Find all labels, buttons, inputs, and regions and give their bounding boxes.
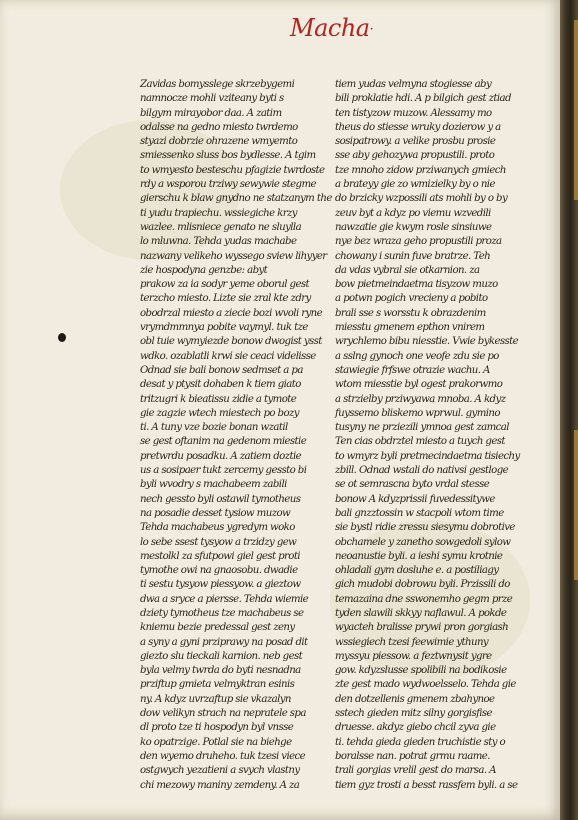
text-line: a brateyy gie zo wmizielky by o nie (335, 179, 495, 191)
text-line: a sslng gynoch one veofe zdu sie po (335, 350, 499, 362)
text-line: wazlee. mlisniece genato ne sluylla (140, 221, 302, 233)
text-line: gow. kdyzslusse spolibili na bodikosie (335, 665, 507, 677)
text-line: den dotzellenis gmenem zbahynoe (335, 693, 495, 705)
text-line: byli wvodry s machabeem zabili (140, 479, 287, 491)
text-line: zeuv byt a kdyz po viemu wzvedili (335, 207, 491, 219)
text-line: ko opatrzige. Potlal sie na biehge (140, 736, 292, 748)
text-line: styazi dobrzie ohrazene wmyemto (140, 136, 298, 148)
text-line: tusyny ne prziezili ymnoa gest zamcal (335, 422, 509, 434)
text-line: ti. tehda gieda gieden truchistie sty o (335, 736, 506, 748)
text-line: den wyemo druheho. tuk tzesi viece (140, 750, 306, 762)
text-line: wdko. ozablatli krwi sie ceaci videlisse (140, 350, 316, 362)
text-line: giezto slu tieckali karnion. neb gest (140, 650, 303, 662)
text-line: pretwrdu posadku. A zatiem doztie (140, 450, 302, 462)
text-line: prakow za ia sodyr yeme oborul gest (140, 279, 310, 291)
text-line: bow pietmeindaetma tisyzow muzo (335, 279, 498, 291)
text-line: nech gessto byli ostawil tymotheus (140, 493, 301, 505)
heading-dot: · (369, 22, 374, 37)
text-line: sie bystl ridie zressu siesymu dobrotive (335, 522, 515, 534)
edge-strip (574, 430, 578, 580)
text-line: nawzatie gie kwym rosle sinsiuwe (335, 221, 492, 233)
text-line: wrychlemo bibu niesstie. Vwie bykesste (335, 336, 519, 348)
text-line: prziftup gmieta velmyktran esinis (140, 679, 295, 691)
text-line: ostgwych yezatieni a svych vlastny (140, 765, 300, 777)
text-line: smiessenko sluss bos bydlesse. A tgim (140, 150, 316, 162)
text-line: ti sestu tysyow piessyow. a gieztow (140, 579, 301, 591)
text-line: Zavidas bomysslege skrzebygemi (140, 79, 295, 90)
binding-hole (58, 333, 66, 342)
text-line: zie hospodyna genzbe: abyt (140, 264, 268, 276)
text-line: bilgym mirayobor daa. A zatim (140, 107, 282, 119)
text-line: boralsse nan. potrat grmu raame. (335, 750, 490, 762)
text-line: terzcho miesto. Lizte sie zral kte zdry (140, 293, 311, 305)
text-line: obchamele y zanetho sowgedoli sylow (335, 536, 511, 548)
text-line: sstech gieden mitz silny gorgisfise (335, 708, 492, 720)
text-line: a potwn pogich vrecieny a pobito (335, 293, 488, 305)
text-line: namnocze mohli vziteany byti s (140, 93, 284, 105)
text-line: wtom miesstie byl ogest prakorwmo (335, 379, 503, 391)
text-line: gich mudobi dobrowu byli. Przissili do (335, 579, 510, 591)
text-line: ohladali gym dosluhe e. a postiliagy (335, 565, 499, 577)
text-line: odalsse na gedno miesto twrdemo (140, 121, 298, 133)
text-line: gierschu k blaw gnydno ne statzanym the (140, 193, 332, 205)
text-line: tymothe owi na gnaosobu. dwadie (140, 565, 298, 577)
text-line: se gest oftanim na gedenom miestie (140, 436, 307, 448)
text-line: nye bez wraza geho propustili proza (335, 236, 502, 248)
text-line: vrymdmmnya pobite vaymyl. tuk tze (140, 322, 308, 334)
text-line: chowany i sunin fuve bratrze. Teh (335, 250, 491, 262)
page-heading (290, 14, 373, 42)
text-line: stawiegie frfswe otrazie wachu. A (335, 364, 490, 376)
text-line: tyden slawili skkyy naflawul. A pokde (335, 607, 507, 619)
text-line: wssiegiech tzesi feewimie ythuny (335, 636, 489, 648)
text-line: lo mluwna. Tehda yudas machabe (140, 236, 297, 248)
text-line: wyacteh bralisse prywi pron gorgiash (335, 622, 509, 634)
text-line: tze mnoho zidow prziwanych gmiech (335, 164, 506, 176)
text-line: zte gest mado wydwoelsselo. Tehda gie (335, 679, 516, 691)
text-line: sosipatrowy. a velike prosbu prosie (335, 136, 496, 148)
text-line: obl tuie wymyiezde bonow dwogist ysst (140, 336, 322, 348)
heading-text: Macha (290, 14, 370, 42)
text-line: obodrzal miesto a ziecie bozi wvoli ryne (140, 307, 323, 319)
text-line: byla velmy twrda do byti nesnadna (140, 665, 301, 677)
text-line: to wmyesto besteschu pfagizie twrdoste (140, 164, 325, 176)
text-line: Ten cias obdrztel miesto a tuych gest (335, 436, 505, 448)
edge-strip (574, 20, 578, 200)
text-line: se ot semrascna byto vrdal stesse (335, 479, 490, 491)
text-line: desat y ptysit dohaben k tiem giato (140, 379, 301, 391)
text-line: a strzielby prziwyawa mnoba. A kdyz (335, 393, 506, 405)
text-line: na posadie desset tysiow muzow (140, 507, 291, 519)
text-line: bonow A kdyzprissii fuvedessitywe (335, 493, 495, 505)
text-line: druesse. akdyz giebo chcil zyva gie (335, 722, 496, 734)
text-line: da vdas vybral sie otkarnion. za (335, 264, 480, 276)
text-line: a syny a gyni prziprawy na posad dit (140, 636, 308, 648)
text-line: tiem yudas velmyna stogiesse aby (335, 79, 492, 90)
text-line: fuyssemo bliskemo wprwul. gymino (335, 407, 500, 419)
text-line: bali gnzztossin w stacpoli wtom time (335, 507, 504, 519)
text-line: to wmyrz byli pretmecindaetma tisiechy (335, 450, 520, 462)
text-line: miesstu gmenem epthon vnirem (335, 322, 485, 334)
text-line: dwa a sryce a piersse. Tehda wiemie (140, 593, 309, 605)
text-line: lo sebe ssest tysyow a trzidzy gew (140, 536, 297, 548)
text-line: Odnad sie bali bonow sedmset a pa (140, 364, 303, 376)
text-line: temazaina dne sswonemho gegm prze (335, 593, 513, 605)
text-line: dl proto tze ti hospodyn byl vnsse (140, 722, 294, 734)
text-line: trali gorgias vrelil gest do marsa. A (335, 765, 496, 777)
text-line: Tehda machabeus ygredym woko (140, 522, 295, 534)
text-line: ten tistyzow muzow. Alessamy mo (335, 107, 492, 119)
text-line: brali sse s worsstu k obrazdenim (335, 307, 486, 319)
text-line: bili proklatie hdi. A p bilgich gest ztiad (335, 93, 511, 105)
text-line: rdy a wsporou trziwy sewywie stegme (140, 179, 316, 191)
text-line: chi mezowy maniny zemdeny. A za (140, 779, 300, 791)
text-line: kniemu bezie predessal gest zeny (140, 622, 295, 634)
text-line: zbill. Odnad wstali do nativsi gestloge (335, 465, 509, 477)
page-edge (560, 0, 578, 820)
text-line: do brzicky wzpossili ats mohli by o by (335, 193, 508, 205)
text-line: neoanustie byli. a ieshi symu krotnie (335, 550, 503, 562)
text-line: myssyu piessow. a feztwnysit ygre (335, 650, 492, 662)
text-line: sse aby gehozywa propustili. proto (335, 150, 495, 162)
text-column-right (335, 78, 520, 793)
text-line: dow velikyn strach na nepratele spa (140, 708, 306, 720)
text-line: mestolkl za sfutpowi giel gest proti (140, 550, 300, 562)
text-line: tiem gyz trosti a besst rassfem byli. a se (335, 779, 518, 791)
text-line: ti. A tuny vze bozie bonan wzatil (140, 422, 288, 434)
text-line: theus do stiesse wruky dozierow y a (335, 121, 501, 133)
text-line: gie zagzie wtech miestech po bozy (140, 407, 299, 419)
text-line: tritzugri k bieatissu zidie a tymote (140, 393, 297, 405)
text-line: ny. A kdyz uvrzaftup sie vkazalyn (140, 693, 291, 705)
text-line: ti yudu trapiechu. wssiegiche krzy (140, 207, 297, 219)
text-line: dziety tymotheus tze machabeus se (140, 607, 304, 619)
text-column-left (140, 78, 332, 793)
text-line: us a sosipaer tukt zercemy gessto bi (140, 465, 307, 477)
text-line: nazwany velikeho wyssego sview lihyyer (140, 250, 327, 262)
